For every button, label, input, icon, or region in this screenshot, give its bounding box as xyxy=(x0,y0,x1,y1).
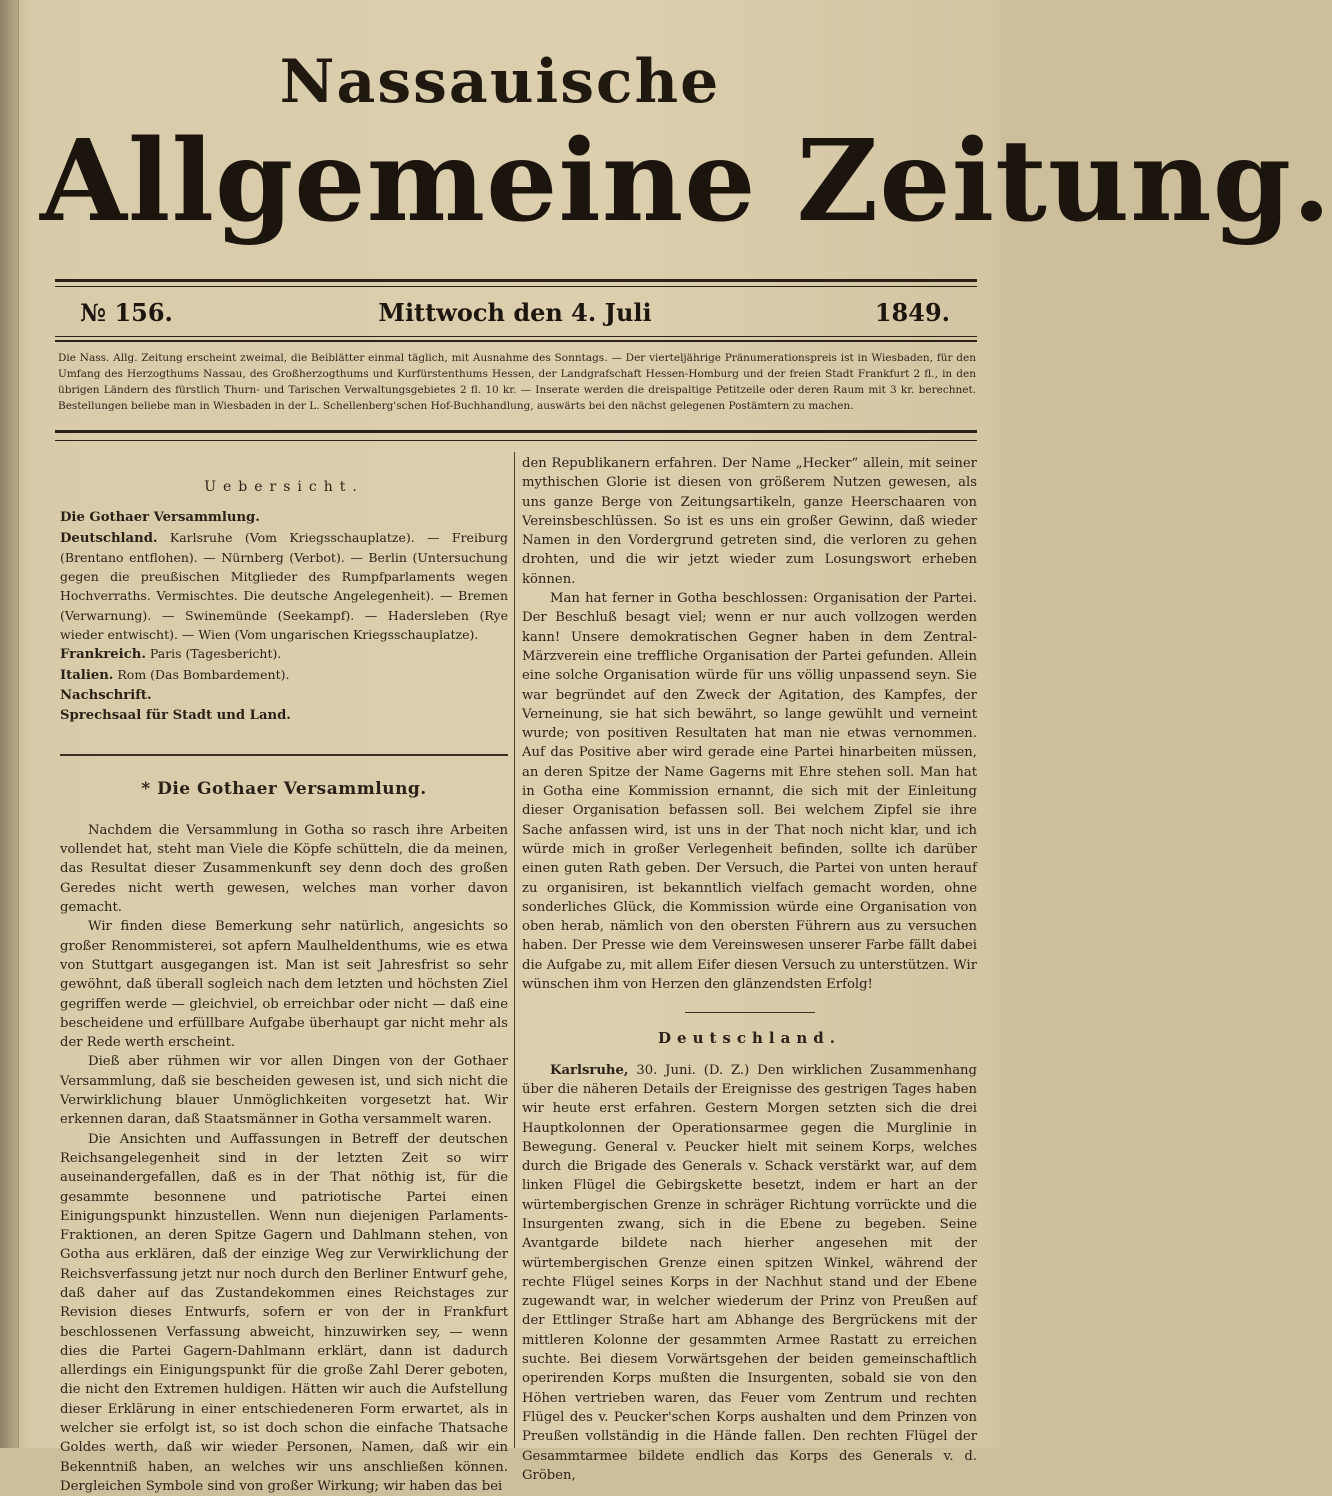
toc-text: Karlsruhe (Vom Kriegsschauplatze). — Freiburg (Brentano entflohen). — Nürnberg (Verbot). — Berlin (Untersuchung gegen die preußischen Mitglieder des Rumpfparlaments wegen Hochverraths. Vermischtes. Die deutsche Angelegenheit). — Bremen (Verwarnung). — Swinemünde (Seekampf). — Hadersleben (Rye wieder entwischt). — Wien (Vom ungarischen Kriegsschauplatze). xyxy=(60,529,508,643)
toc-text: Paris (Tagesbericht). xyxy=(149,646,282,662)
right-column xyxy=(522,454,977,1485)
article-title: * Die Gothaer Versammlung. xyxy=(141,778,427,799)
binding-edge xyxy=(0,0,19,1448)
toc-head: Deutschland. xyxy=(60,530,158,546)
toc-separator xyxy=(60,754,508,756)
dispatch-place: Karlsruhe, xyxy=(550,1062,629,1078)
toc-line xyxy=(60,644,508,664)
article-paragraph: Die Ansichten und Auffassungen in Betreff der deutschen Reichsangelegenheit sind in der letzten Zeit so wirr auseinandergefallen, daß es in der That nöthig ist, für die gesammte besonnene und patriotische Partei einen Einigungspunkt hinzustellen. Wenn nun diejenigen Parlaments-Fraktionen, an deren Spitze Gagern und Dahlmann stehen, von Gotha aus erklären, daß der einzige Weg zur Verwirklichung der Reichsverfassung jetzt nur noch durch den Berliner Entwurf gehe, daß daher auf das Zustandekommen eines Reichstages zur Revision dieses Entwurfs, sofern er von der in Frankfurt beschlossenen Verfassung abweicht, hinzuwirken sey, — wenn dies die Partei Gagern-Dahlmann erklärt, dann ist dadurch allerdings ein Einigungspunkt für die große Zahl Derer geboten, die nicht den Extremen huldigen. Hätten wir auch die Aufstellung dieser Erklärung in einer entschiedeneren Form erwartet, als in welcher sie erfolgt ist, so ist doch schon die einfache Thatsache Goldes werth, daß wir wieder Personen, Namen, daß wir ein Bekenntniß haben, an welches wir uns anschließen können. Dergleichen Symbole sind von großer Wirkung; wir haben das bei xyxy=(60,1131,508,1494)
notice-rule-thick xyxy=(55,430,977,433)
dateline xyxy=(55,295,975,331)
toc-line xyxy=(60,705,508,725)
article-paragraph: Nachdem die Versammlung in Gotha so rasch ihre Arbeiten vollendet hat, steht man Viele die Köpfe schütteln, die da meinen, das Resultat dieser Zusammenkunft sey denn doch des großen Geredes nicht werth gewesen, welches man vorher davon gemacht. xyxy=(60,822,508,916)
dispatch-text: 30. Juni. (D. Z.) Den wirklichen Zusammenhang über die näheren Details der Ereignisse des gestrigen Tages haben wir heute erst erfahren. Gestern Morgen setzten sich die drei Hauptkolonnen der Operationsarmee gegen die Murglinie in Bewegung. General v. Peucker hielt mit seinem Korps, welches durch die Brigade des Generals v. Schack verstärkt war, auf dem linken Flügel die Gebirgskette besetzt, indem er hart an der würtembergischen Grenze in schräger Richtung vorrückte und die Insurgenten zwang, sich in die Ebene zu begeben. Seine Avantgarde bildete nach hierher angesehen mit der würtembergischen Grenze einen spitzen Winkel, während der rechte Flügel seines Korps in der Nachhut stand und der Ebene zugewandt war, in welcher wiederum der Prinz von Preußen auf der Ettlinger Straße hart am Abhange des Bergrückens mit der mittleren Kolonne der gesammten Armee Rastatt zu erreichen suchte. Bei diesem Vorwärtsgehen der beiden gemeinschaftlich operirenden Korps mußten die Insurgenten, sobald sie von den Höhen vertrieben waren, das Feuer vom Zentrum und rechten Flügel des v. Peucker'schen Korps aushalten und dem Prinzen von Preußen vollständig in die Hände fallen. Den rechten Flügel der Gesammtarmee bildete endlich das Korps des Generals v. d. Gröben, xyxy=(522,1062,977,1483)
column-divider xyxy=(514,452,515,1448)
toc-title: Uebersicht. xyxy=(204,479,364,495)
issue-number: № 156. xyxy=(80,298,173,327)
masthead-rule-thin xyxy=(55,286,977,287)
toc-head: Nachschrift. xyxy=(60,687,152,703)
toc-line xyxy=(60,665,508,685)
masthead-rule-thick xyxy=(55,279,977,282)
article-paragraph: Dieß aber rühmen wir vor allen Dingen von der Gothaer Versammlung, daß sie bescheiden gewesen ist, und sich nicht die Verwirklichung blauer Unmöglichkeiten vorgesetzt hat. Wir erkennen daran, daß Staatsmänner in Gotha versammelt waren. xyxy=(60,1054,508,1128)
toc-head: Sprechsaal für Stadt und Land. xyxy=(60,708,291,724)
toc-line xyxy=(60,507,508,527)
section-separator xyxy=(685,1012,815,1013)
subscription-notice: Die Nass. Allg. Zeitung erscheint zweimal, die Beiblätter einmal täglich, mit Ausnahme des Sonntags. — Der vierteljährige Pränumerationspreis ist in Wiesbaden, für den Umfang des Herzogthums Nassau, des Großherzogthums und Kurfürstenthums Hessen, der Landgrafschaft Hessen-Homburg und der freien Stadt Frankfurt 2 fl., in den übrigen Ländern des fürstlich Thurn- und Tarischen Verwaltungsgebietes 2 fl. 10 kr. — Inserate werden die dreispaltige Petitzeile oder deren Raum mit 3 kr. berechnet. Bestellungen beliebe man in Wiesbaden in der L. Schellenberg'schen Hof-Buchhandlung, auswärts bei den nächst gelegenen Postämtern zu machen. xyxy=(58,352,976,412)
left-column xyxy=(60,454,508,1496)
toc-line xyxy=(60,528,508,645)
toc-line xyxy=(60,685,508,705)
toc-head: Italien. xyxy=(60,667,114,683)
issue-date: Mittwoch den 4. Juli xyxy=(378,298,652,327)
masthead-line-1: Nassauische xyxy=(279,47,721,117)
article-paragraph: Wir finden diese Bemerkung sehr natürlich, angesichts so großer Renommisterei, sot apfern Maulheldenthums, wie es etwa von Stuttgart ausgegangen ist. Man ist seit Jahresfrist so sehr gewöhnt, daß überall sogleich nach dem letzten und höchsten Ziel gegriffen werde — gleichviel, ob erreichbar oder nicht — daß eine bescheidene und erfüllbare Aufgabe überhaupt gar nicht mehr als der Rede werth erscheint. xyxy=(60,919,508,1051)
issue-year: 1849. xyxy=(874,298,950,327)
masthead-line-2: Allgemeine Zeitung. xyxy=(40,116,1332,247)
notice-rule-thin xyxy=(55,440,977,441)
dateline-rule-thick xyxy=(55,340,977,342)
article-continued-paragraph: den Republikanern erfahren. Der Name „Hecker“ allein, mit seiner mythischen Glorie ist diesen von größerem Nutzen gewesen, als uns ganze Berge von Zeitungsartikeln, ganze Heerschaaren von Vereinsbeschlüssen. So ist es uns ein großer Gewinn, daß wieder Namen in den Vordergrund getreten sind, die verloren zu gehen drohten, und die wir jetzt wieder zum Losungswort erheben können. xyxy=(522,456,977,587)
dispatch-paragraph xyxy=(522,1061,977,1486)
section-title: Deutschland. xyxy=(658,1029,841,1048)
dateline-rule-thin xyxy=(55,336,977,337)
article-continued-paragraph: Man hat ferner in Gotha beschlossen: Organisation der Partei. Der Beschluß besagt viel; wenn er nur auch vollzogen werden kann! Unsere demokratischen Gegner haben in dem Zentral-Märzverein eine treffliche Organisation der Partei gefunden. Allein eine solche Organisation würde für uns völlig unpassend seyn. Sie war begründet auf den Zweck der Agitation, des Kampfes, der Verneinung, sie hat sich bewährt, so lange gewühlt und verneint wurde; von positiven Resultaten hat man nie etwas vernommen. Auf das Positive aber wird gerade eine Partei hinarbeiten müssen, an deren Spitze der Name Gagerns mit Ehre stehen soll. Man hat in Gotha eine Kommission ernannt, die sich mit der Einleitung dieser Organisation befassen soll. Bei welchem Zipfel sie ihre Sache anfassen wird, ist uns in der That noch nicht klar, und ich würde mich in großer Verlegenheit befinden, sollte ich darüber einen guten Rath geben. Der Versuch, die Partei von unten herauf zu organisiren, ist bekanntlich vielfach gemacht worden, ohne sonderliches Glück, die Kommission würde eine Organisation von oben herab, nämlich von den obersten Führern aus zu versuchen haben. Der Presse wie dem Vereinswesen unserer Farbe fällt dabei die Aufgabe zu, mit allem Eifer diesen Versuch zu unterstützen. Wir wünschen ihm von Herzen den glänzendsten Erfolg! xyxy=(522,591,977,993)
toc-head: Frankreich. xyxy=(60,647,146,663)
toc-text: Rom (Das Bombardement). xyxy=(117,666,290,682)
toc-head: Die Gothaer Versammlung. xyxy=(60,510,260,526)
